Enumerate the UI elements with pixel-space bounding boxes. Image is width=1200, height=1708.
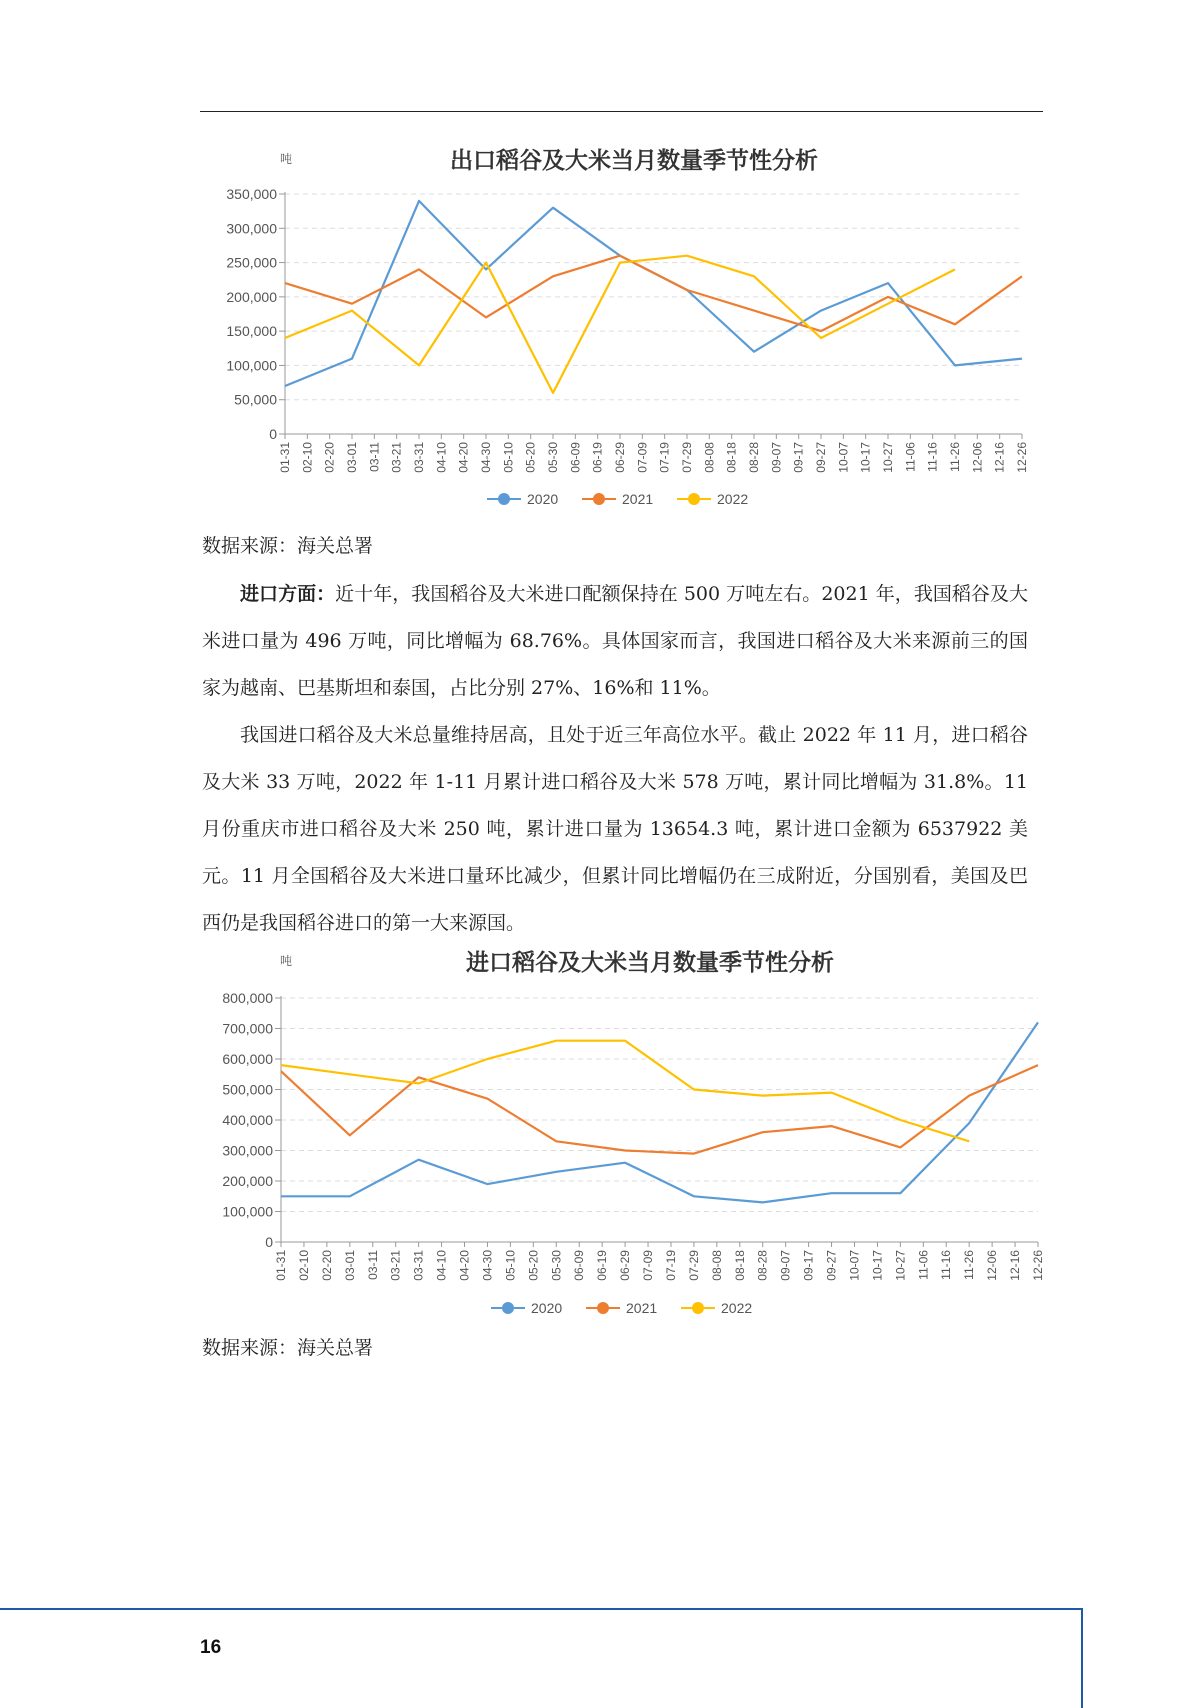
y-tick-label: 500,000 [222, 1081, 273, 1098]
x-tick-label: 02-10 [300, 442, 315, 473]
x-tick-label: 12-06 [985, 1250, 1000, 1281]
x-tick-label: 08-08 [702, 442, 717, 473]
x-tick-label: 11-06 [916, 1250, 931, 1280]
y-axis-unit: 吨 [279, 954, 293, 968]
x-tick-label: 03-31 [411, 1250, 426, 1281]
legend-label-2022: 2022 [721, 1300, 753, 1316]
legend-marker-2022 [688, 493, 700, 505]
paragraph-body: 近十年，我国稻谷及大米进口配额保持在 500 万吨左右。2021 年，我国稻谷及大米进口量为 496 万吨，同比增幅为 68.76%。具体国家而言，我国进口稻谷及大米来源前三的国家为越南、巴基斯坦和泰国，占比分别 27%、16%和 11%。 [202, 583, 1028, 699]
x-tick-label: 09-27 [814, 442, 828, 473]
x-tick-label: 07-09 [641, 1250, 656, 1281]
series-line-2022 [281, 1041, 969, 1142]
legend-marker-2020 [498, 493, 510, 505]
legend-label-2022: 2022 [717, 491, 749, 507]
legend-marker-2022 [692, 1302, 704, 1314]
x-tick-label: 10-07 [847, 1250, 862, 1281]
x-tick-label: 05-10 [503, 1250, 518, 1281]
x-tick-label: 04-10 [434, 442, 449, 473]
x-tick-label: 09-17 [791, 442, 806, 473]
x-tick-label: 06-29 [618, 1250, 633, 1281]
x-tick-label: 06-19 [590, 442, 605, 473]
x-tick-label: 08-18 [724, 442, 739, 473]
x-tick-label: 01-31 [274, 1250, 288, 1281]
x-tick-label: 04-30 [480, 1250, 495, 1281]
y-tick-label: 800,000 [222, 990, 273, 1006]
legend-marker-2021 [593, 493, 605, 505]
legend-marker-2021 [597, 1302, 609, 1314]
x-tick-label: 04-20 [456, 442, 471, 473]
import-chart-source: 数据来源：海关总署 [202, 1337, 374, 1359]
y-axis-unit: 吨 [279, 152, 293, 166]
y-tick-label: 100,000 [222, 1203, 273, 1220]
x-tick-label: 02-20 [319, 1250, 334, 1281]
x-tick-label: 08-18 [732, 1250, 747, 1281]
x-tick-label: 12-26 [1015, 442, 1029, 473]
x-tick-label: 11-16 [939, 1250, 954, 1280]
footer-frame [0, 1608, 1083, 1708]
y-tick-label: 150,000 [226, 323, 277, 340]
x-tick-label: 06-09 [572, 1250, 587, 1281]
x-tick-label: 03-11 [367, 442, 382, 472]
chart-title: 进口稻谷及大米当月数量季节性分析 [466, 949, 834, 975]
y-tick-label: 250,000 [226, 254, 277, 271]
export-chart-svg [190, 140, 1070, 520]
x-tick-label: 12-06 [970, 442, 985, 473]
x-tick-label: 09-17 [801, 1250, 816, 1281]
x-tick-label: 09-27 [824, 1250, 839, 1281]
export-chart [190, 140, 1070, 520]
x-tick-label: 07-19 [663, 1250, 678, 1281]
paragraph-lead: 进口方面： [240, 583, 336, 605]
x-tick-label: 12-16 [1008, 1250, 1023, 1281]
y-tick-label: 600,000 [222, 1051, 273, 1067]
y-tick-label: 400,000 [222, 1112, 273, 1128]
series-line-2021 [285, 256, 1022, 331]
x-tick-label: 05-20 [523, 442, 538, 473]
x-tick-label: 05-30 [546, 442, 560, 473]
x-tick-label: 02-20 [322, 442, 337, 473]
x-tick-label: 04-20 [457, 1250, 472, 1281]
x-tick-label: 03-11 [365, 1250, 380, 1280]
x-tick-label: 04-10 [434, 1250, 449, 1281]
y-tick-label: 200,000 [222, 1173, 273, 1189]
x-tick-label: 11-26 [962, 1250, 977, 1280]
x-tick-label: 08-08 [709, 1250, 724, 1281]
import-chart [190, 942, 1070, 1322]
x-tick-label: 11-16 [925, 442, 940, 472]
x-tick-label: 06-09 [568, 442, 583, 473]
x-tick-label: 12-26 [1031, 1250, 1045, 1281]
y-tick-label: 700,000 [222, 1020, 273, 1037]
x-tick-label: 10-27 [893, 1250, 908, 1281]
x-tick-label: 09-07 [769, 442, 784, 473]
y-tick-label: 100,000 [226, 357, 277, 374]
legend-marker-2020 [502, 1302, 514, 1314]
x-tick-label: 10-17 [870, 1250, 885, 1281]
legend-label-2021: 2021 [626, 1300, 658, 1316]
series-line-2020 [281, 1022, 1038, 1202]
x-tick-label: 05-20 [526, 1250, 541, 1281]
x-tick-label: 12-16 [992, 442, 1007, 473]
x-tick-label: 07-29 [680, 442, 694, 473]
x-tick-label: 07-19 [657, 442, 672, 473]
x-tick-label: 04-30 [479, 442, 493, 473]
export-chart-source: 数据来源：海关总署 [202, 535, 374, 557]
x-tick-label: 03-01 [342, 1250, 357, 1281]
x-tick-label: 03-01 [345, 442, 359, 473]
x-tick-label: 11-06 [903, 442, 918, 472]
y-tick-label: 300,000 [222, 1142, 273, 1159]
legend-label-2020: 2020 [527, 491, 559, 507]
legend-label-2020: 2020 [531, 1300, 563, 1316]
x-tick-label: 06-19 [595, 1250, 610, 1281]
x-tick-label: 08-28 [755, 1250, 770, 1281]
page-number: 16 [200, 1637, 222, 1658]
x-tick-label: 10-27 [881, 442, 895, 473]
import-chart-svg [190, 942, 1070, 1322]
header-rule [200, 111, 1043, 112]
y-tick-label: 0 [265, 1234, 273, 1250]
series-line-2021 [281, 1065, 1038, 1154]
y-tick-label: 200,000 [226, 288, 277, 305]
paragraph-import-overview [202, 571, 1028, 712]
chart-title: 出口稻谷及大米当月数量季节性分析 [450, 147, 818, 173]
x-tick-label: 06-29 [613, 442, 627, 473]
series-line-2022 [285, 256, 955, 393]
y-tick-label: 350,000 [226, 186, 277, 202]
x-tick-label: 01-31 [278, 442, 292, 473]
x-tick-label: 05-10 [501, 442, 516, 473]
y-tick-label: 300,000 [226, 220, 277, 237]
x-tick-label: 07-29 [686, 1250, 701, 1281]
paragraph-import-detail: 我国进口稻谷及大米总量维持居高，且处于近三年高位水平。截止 2022 年 11 月，进口稻谷及大米 33 万吨，2022 年 1-11 月累计进口稻谷及大米 578 万吨，累计同比增幅为 31.8%。11 月份重庆市进口稻谷及大米 250 吨，累计进口量为 13654.3 吨，累计进口金额为 6537922 美元。11 月全国稻谷及大米进口量环比减少，但累计同比增幅仍在三成附近，分国别看，美国及巴西仍是我国稻谷进口的第一大来源国。 [202, 724, 1028, 934]
x-tick-label: 07-09 [635, 442, 650, 473]
x-tick-label: 09-07 [778, 1250, 793, 1281]
x-tick-label: 03-21 [389, 442, 404, 473]
y-tick-label: 0 [269, 426, 277, 442]
legend-label-2021: 2021 [622, 491, 654, 507]
x-tick-label: 03-21 [388, 1250, 403, 1281]
x-tick-label: 03-31 [412, 442, 426, 473]
x-tick-label: 10-07 [836, 442, 851, 473]
x-tick-label: 05-30 [549, 1250, 564, 1281]
x-tick-label: 02-10 [296, 1250, 311, 1281]
x-tick-label: 11-26 [948, 442, 962, 472]
x-tick-label: 10-17 [858, 442, 873, 473]
y-tick-label: 50,000 [234, 391, 277, 408]
x-tick-label: 08-28 [747, 442, 761, 473]
